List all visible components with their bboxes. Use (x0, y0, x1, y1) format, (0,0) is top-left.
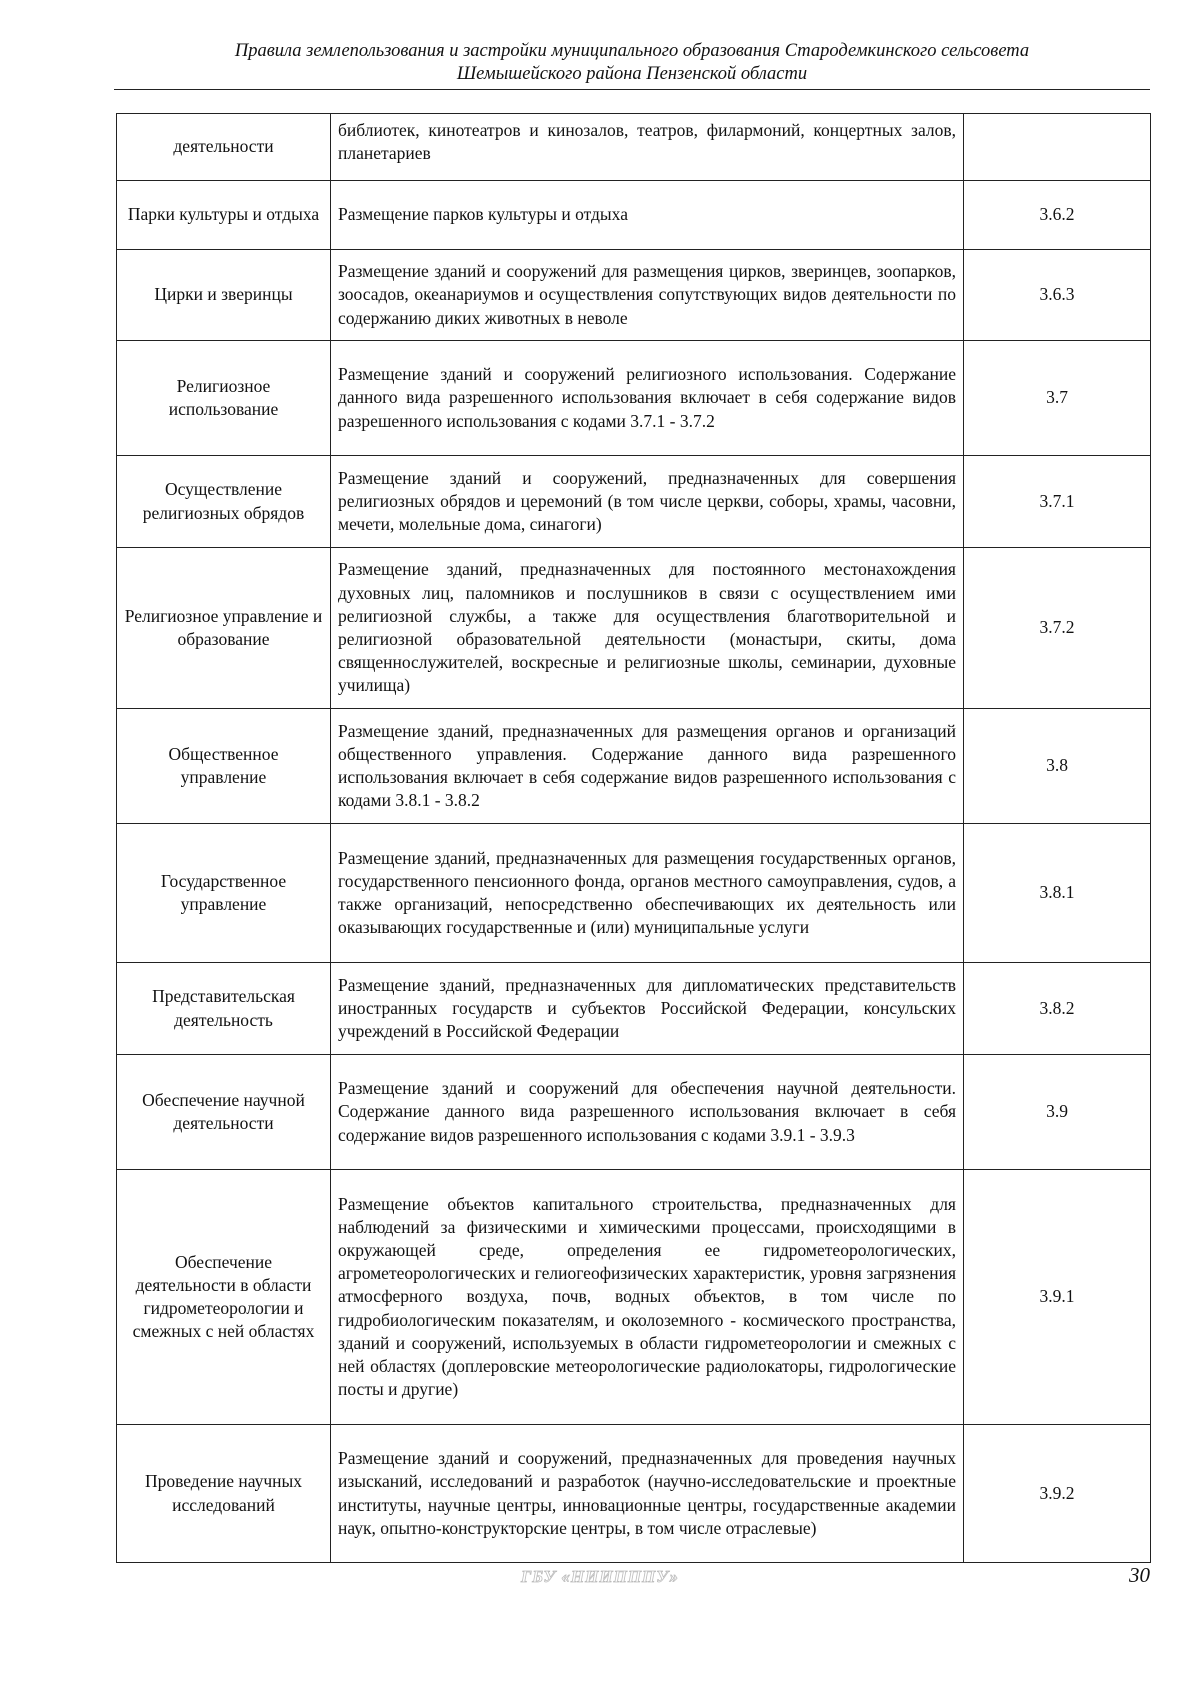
table-row (117, 1055, 1151, 1170)
use-name-cell: Парки культуры и отдыха (117, 181, 331, 250)
table-row (117, 1425, 1151, 1563)
use-code-cell: 3.8 (964, 709, 1151, 824)
use-description-cell: Размещение зданий, предназначенных для размещения органов и организаций общественного управления. Содержание данного вида разрешенного использования включает в себя содержание видов разрешенного использования с кодами 3.8.1 - 3.8.2 (331, 709, 964, 824)
use-name-cell: Общественное управление (117, 709, 331, 824)
use-code-cell: 3.6.2 (964, 181, 1151, 250)
table-row (117, 341, 1151, 456)
use-name-cell: Государственное управление (117, 824, 331, 963)
use-description-cell: Размещение зданий и сооружений, предназначенных для совершения религиозных обрядов и церемоний (в том числе церкви, соборы, храмы, часовни, мечети, молельные дома, синагоги) (331, 456, 964, 548)
use-name-cell: Обеспечение научной деятельности (117, 1055, 331, 1170)
footer-organization: ГБУ «НИИПППУ» (520, 1567, 680, 1586)
permitted-use-table (116, 113, 1151, 1563)
use-description-cell: Размещение зданий и сооружений для размещения цирков, зверинцев, зоопарков, зоосадов, океанариумов и осуществления сопутствующих видов деятельности по содержанию диких животных в неволе (331, 250, 964, 341)
use-description-cell: библиотек, кинотеатров и кинозалов, театров, филармоний, концертных залов, планетариев (331, 114, 964, 181)
use-description-cell: Размещение зданий и сооружений для обеспечения научной деятельности. Содержание данного вида разрешенного использования включает в себя содержание видов разрешенного использования с кодами 3.9.1 - 3.9.3 (331, 1055, 964, 1170)
use-description-cell: Размещение зданий, предназначенных для дипломатических представительств иностранных государств и субъектов Российской Федерации, консульских учреждений в Российской Федерации (331, 963, 964, 1055)
table-row (117, 250, 1151, 341)
use-code-cell: 3.7.1 (964, 456, 1151, 548)
use-code-cell: 3.9 (964, 1055, 1151, 1170)
use-name-cell: Представительская деятельность (117, 963, 331, 1055)
use-name-cell: Религиозное использование (117, 341, 331, 456)
use-name-cell: деятельности (117, 114, 331, 181)
use-description-cell: Размещение парков культуры и отдыха (331, 181, 964, 250)
table-row (117, 1170, 1151, 1425)
use-code-cell: 3.9.1 (964, 1170, 1151, 1425)
use-name-cell: Религиозное управление и образование (117, 548, 331, 709)
use-code-cell: 3.6.3 (964, 250, 1151, 341)
table-row (117, 114, 1151, 181)
table-row (117, 709, 1151, 824)
use-code-cell: 3.7.2 (964, 548, 1151, 709)
header-line-2: Шемышейского района Пензенской области (456, 64, 808, 84)
use-code-cell: 3.7 (964, 341, 1151, 456)
header-rule (114, 89, 1150, 90)
page-number: 30 (1129, 1563, 1150, 1587)
table-row (117, 963, 1151, 1055)
use-code-cell: 3.8.1 (964, 824, 1151, 963)
header-line-1: Правила землепользования и застройки муниципального образования Стародемкинского сельсовета (234, 41, 1030, 61)
table-row (117, 824, 1151, 963)
use-description-cell: Размещение зданий и сооружений, предназначенных для проведения научных изысканий, исследований и разработок (научно-исследовательские и проектные институты, научные центры, инновационные центры, государственные академии наук, опытно-конструкторские центры, в том числе отраслевые) (331, 1425, 964, 1563)
use-name-cell: Обеспечение деятельности в области гидрометеорологии и смежных с ней областях (117, 1170, 331, 1425)
use-code-cell (964, 114, 1151, 181)
use-name-cell: Цирки и зверинцы (117, 250, 331, 341)
use-description-cell: Размещение зданий, предназначенных для постоянного местонахождения духовных лиц, паломников и послушников в связи с осуществлением ими религиозной службы, а также для осуществления благотворительной и религиозной образовательной деятельности (монастыри, скиты, дома священнослужителей, воскресные и религиозные школы, семинарии, духовные училища) (331, 548, 964, 709)
table-row (117, 181, 1151, 250)
table-row (117, 456, 1151, 548)
use-description-cell: Размещение зданий, предназначенных для размещения государственных органов, государственного пенсионного фонда, органов местного самоуправления, судов, а также организаций, непосредственно обеспечивающих их деятельность или оказывающих государственные и (или) муниципальные услуги (331, 824, 964, 963)
use-name-cell: Проведение научных исследований (117, 1425, 331, 1563)
use-description-cell: Размещение зданий и сооружений религиозного использования. Содержание данного вида разрешенного использования включает в себя содержание видов разрешенного использования с кодами 3.7.1 - 3.7.2 (331, 341, 964, 456)
use-description-cell: Размещение объектов капитального строительства, предназначенных для наблюдений за физическими и химическими процессами, происходящими в окружающей среде, определения ее гидрометеорологических, агрометеорологических и гелиогеофизических характеристик, уровня загрязнения атмосферного воздуха, почв, водных объектов, в том числе по гидробиологическим показателям, и околоземного - космического пространства, зданий и сооружений, используемых в области гидрометеорологии и смежных с ней областях (доплеровские метеорологические радиолокаторы, гидрологические посты и другие) (331, 1170, 964, 1425)
table-row (117, 548, 1151, 709)
use-code-cell: 3.8.2 (964, 963, 1151, 1055)
running-header (114, 40, 1150, 86)
use-name-cell: Осуществление религиозных обрядов (117, 456, 331, 548)
use-code-cell: 3.9.2 (964, 1425, 1151, 1563)
